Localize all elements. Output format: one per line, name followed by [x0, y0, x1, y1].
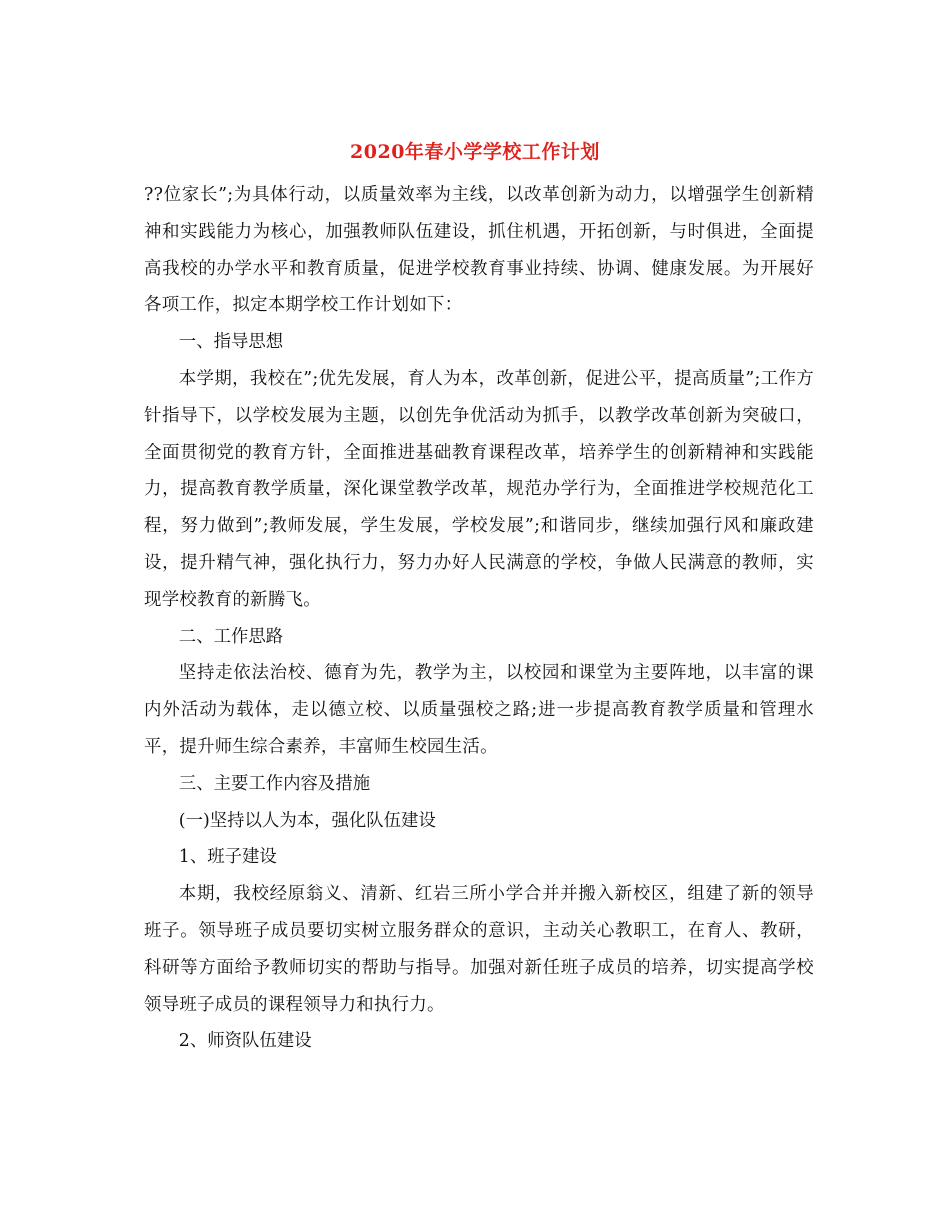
item-heading-teacher-team: 2、师资队伍建设 [178, 1031, 312, 1052]
section-heading-work-approach: 二、工作思路 [178, 626, 284, 647]
item-heading-leadership: 1、班子建设 [178, 847, 277, 868]
intro-paragraph: ??位家长”;为具体行动，以质量效率为主线，以改革创新为动力，以增强学生创新精神和实践能力为核心，加强教师队伍建设，抓住机遇，开拓创新，与时俱进，全面提高我校的办学水平和教育质量，促进学校教育事业持续、协调、健康发展。为开展好各项工作，拟定本期学校工作计划如下： [144, 185, 814, 316]
leadership-paragraph: 本期，我校经原翁义、清新、红岩三所小学合并并搬入新校区，组建了新的领导班子。领导班子成员要切实树立服务群众的意识，主动关心教职工，在育人、教研，科研等方面给予教师切实的帮助与指导。加强对新任班子成员的培养，切实提高学校领导班子成员的课程领导力和执行力。 [144, 884, 814, 1015]
section-heading-main-work: 三、主要工作内容及措施 [178, 773, 371, 794]
guiding-thought-paragraph: 本学期，我校在”;优先发展，育人为本，改革创新，促进公平，提高质量”;工作方针指导下，以学校发展为主题，以创先争优活动为抓手，以教学改革创新为突破口，全面贯彻党的教育方针，全面推进基础教育课程改革，培养学生的创新精神和实践能力，提高教育教学质量，深化课堂教学改革，规范办学行为，全面推进学校规范化工程，努力做到”;教师发展，学生发展，学校发展”;和谐同步，继续加强行风和廉政建设，提升精气神，强化执行力，努力办好人民满意的学校，争做人民满意的教师，实现学校教育的新腾飞。 [144, 368, 814, 610]
work-approach-paragraph: 坚持走依法治校、德育为先，教学为主，以校园和课堂为主要阵地，以丰富的课内外活动为载体，走以德立校、以质量强校之路;进一步提高教育教学质量和管理水平，提升师生综合素养，丰富师生校园生活。 [144, 663, 814, 757]
section-heading-guiding-thought: 一、指导思想 [178, 332, 284, 353]
document-title: 2020年春小学学校工作计划 [350, 141, 600, 163]
document-body [144, 177, 814, 1060]
subsection-heading-team-building: (一)坚持以人为本，强化队伍建设 [178, 810, 436, 831]
